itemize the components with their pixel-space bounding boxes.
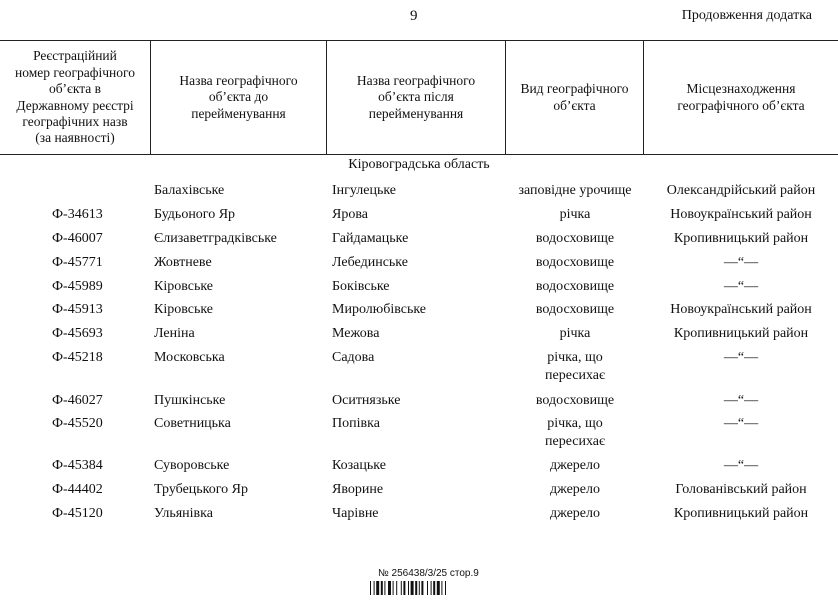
column-header-registry-number: Реєстраційний номер географічного об’єкта в Державному реєстрі географічних назв (за наявності) [15,48,135,146]
object-type: водосховище [535,231,615,246]
location: Голованівський район [675,482,807,497]
old-name: Балахівське [154,183,225,198]
registry-number: Ф-45384 [52,458,103,473]
registry-number: Ф-45693 [52,326,103,341]
new-name: Садова [332,350,375,365]
location: Новоукраїнський район [670,302,812,317]
new-name: Яворине [332,482,384,497]
new-name: Козацьке [332,458,386,473]
object-type: водосховище [535,255,615,270]
object-type: джерело [549,458,601,473]
old-name: Леніна [154,326,195,341]
location: Кропивницький район [673,326,809,341]
object-type: джерело [549,506,601,521]
location: —“— [723,458,759,473]
registry-number: Ф-45989 [52,279,103,294]
location: Кропивницький район [673,231,809,246]
location: —“— [723,279,759,294]
registry-number: Ф-45520 [52,416,103,431]
object-type: річка, що пересихає [544,416,605,449]
column-header-old-name: Назва географічного об’єкта до перейменування [179,72,298,121]
location: Новоукраїнський район [670,207,812,222]
old-name: Советницька [154,416,231,431]
old-name: Пушкінське [154,393,226,408]
location: —“— [723,350,759,365]
old-name: Єлизаветградківське [154,231,277,246]
table-header-bottom-rule [0,154,838,155]
object-type: водосховище [535,302,615,317]
region-heading: Кіровоградська область [348,157,490,172]
object-type: водосховище [535,279,615,294]
object-type: річка [559,207,591,222]
registry-number: Ф-45218 [52,350,103,365]
new-name: Оситнязьке [332,393,401,408]
new-name: Боківське [332,279,390,294]
object-type: річка, що пересихає [544,350,605,383]
registry-number: Ф-45913 [52,302,103,317]
object-type: річка [559,326,591,341]
registry-number: Ф-44402 [52,482,103,497]
registry-number: Ф-46027 [52,393,103,408]
page-number: 9 [410,8,418,24]
old-name: Кіровське [154,279,214,294]
barcode-icon [370,581,498,595]
old-name: Будьоного Яр [154,207,236,222]
column-header-object-type: Вид географічного об’єкта [520,81,629,113]
new-name: Межова [332,326,380,341]
old-name: Московська [154,350,225,365]
registry-number: Ф-45120 [52,506,103,521]
old-name: Трубецького Яр [154,482,249,497]
location: —“— [723,393,759,408]
column-header-new-name: Назва географічного об’єкта після перейменування [356,72,476,121]
continuation-label: Продовження додатка [681,8,812,23]
registry-number: Ф-45771 [52,255,103,270]
registry-number: Ф-34613 [52,207,103,222]
location: —“— [723,416,759,431]
old-name: Суворовське [154,458,230,473]
new-name: Інгулецьке [332,183,397,198]
document-stamp: № 256438/3/25 стор.9 [378,568,479,579]
new-name: Попівка [332,416,380,431]
new-name: Ярова [332,207,368,222]
location: Олександрійський район [666,183,816,198]
old-name: Ульянівка [154,506,213,521]
location: Кропивницький район [673,506,809,521]
object-type: водосховище [535,393,615,408]
new-name: Чарівне [332,506,379,521]
location: —“— [723,255,759,270]
new-name: Лебединське [332,255,408,270]
object-type: заповідне урочище [518,183,632,198]
column-header-location: Місцезнаходження географічного об’єкта [677,81,805,113]
new-name: Гайдамацьке [332,231,409,246]
object-type: джерело [549,482,601,497]
old-name: Жовтневе [154,255,212,270]
old-name: Кіровське [154,302,214,317]
registry-number: Ф-46007 [52,231,103,246]
new-name: Миролюбівське [332,302,427,317]
